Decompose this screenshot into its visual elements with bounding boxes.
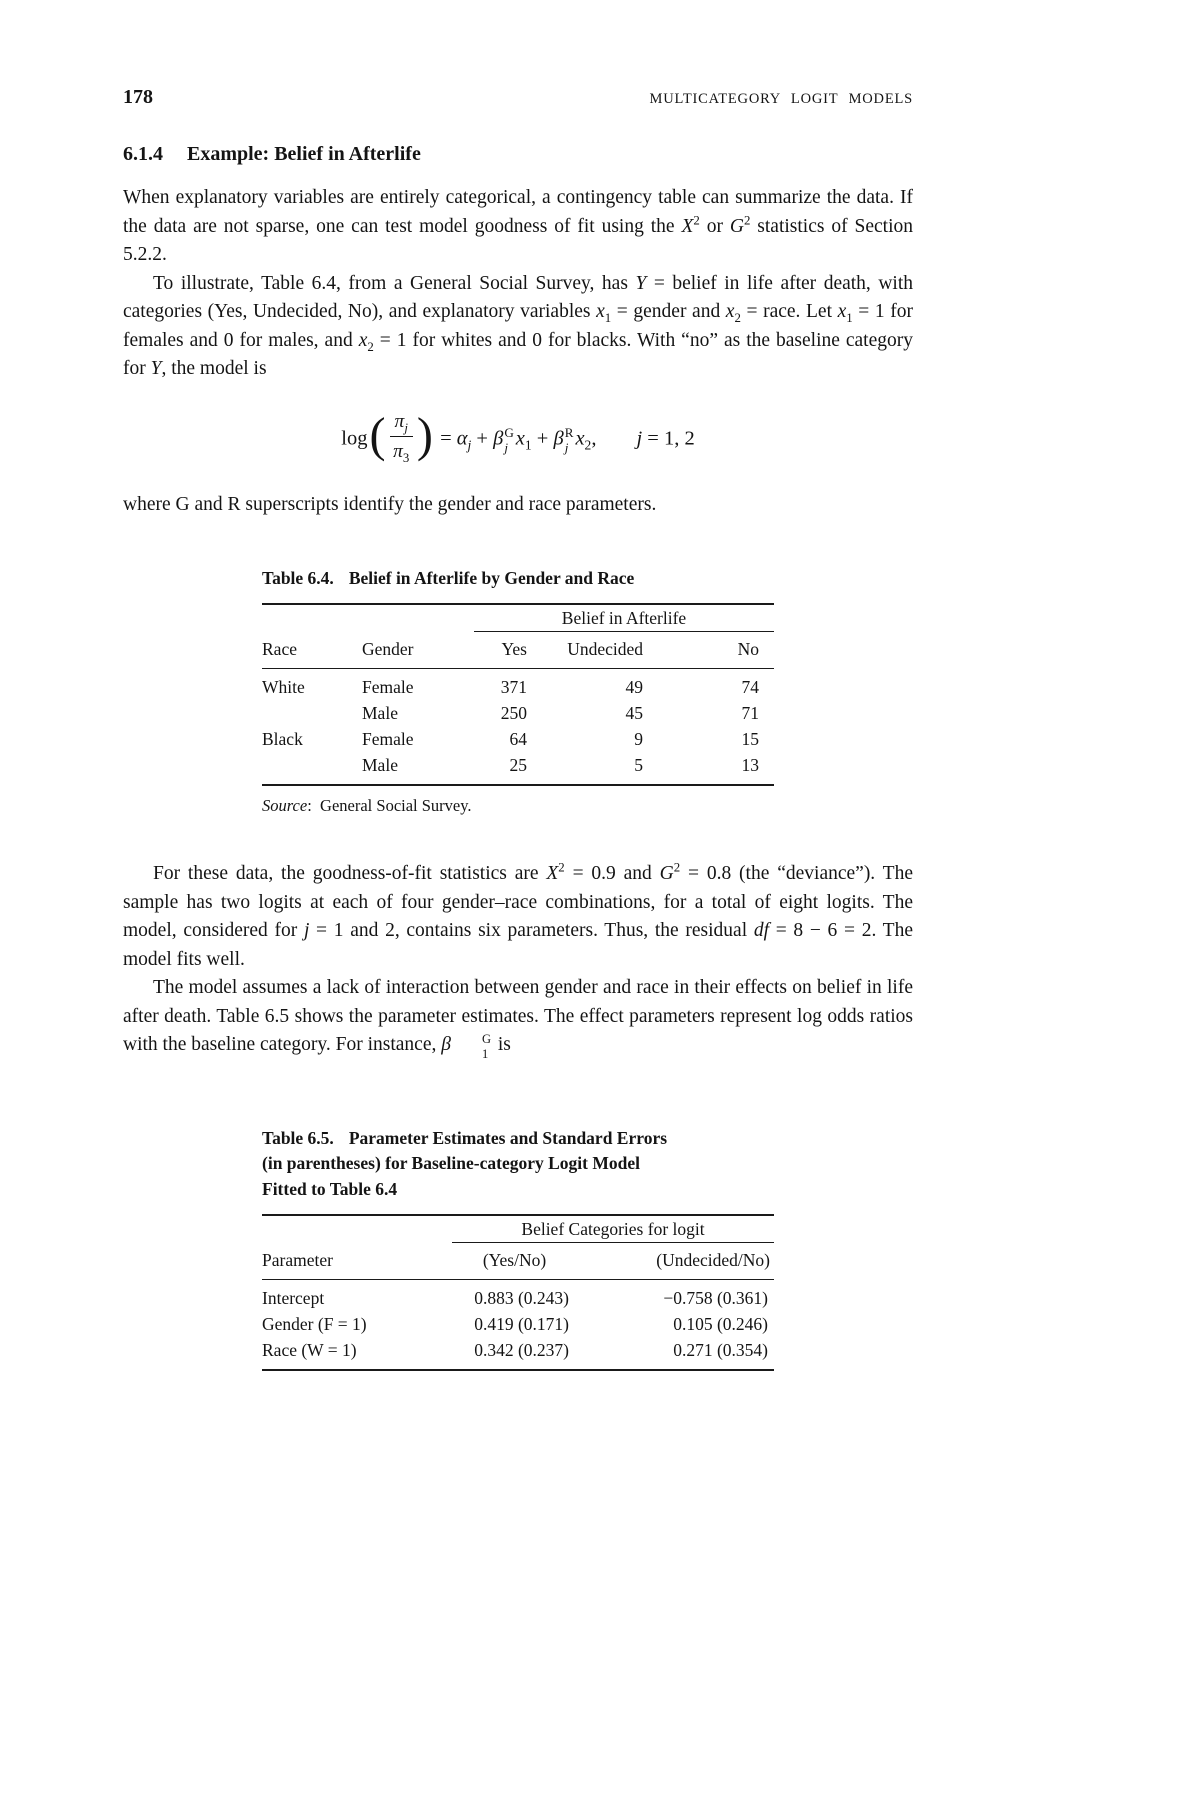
table-6-4-header-row: [262, 632, 774, 669]
table-6-4: [262, 603, 774, 786]
gender-cell: Female: [362, 677, 414, 698]
paragraph-where-superscripts: where G and R superscripts identify the gender and race parameters.: [123, 494, 657, 516]
yes-count-cell: 371: [500, 677, 527, 698]
table-6-5-head: [262, 1215, 774, 1280]
undecided-no-estimate-cell: 0.271 (0.354): [673, 1340, 768, 1361]
table-6-4-caption: [262, 566, 774, 592]
table-6-4-row: [262, 701, 774, 727]
column-header-undecided-no: (Undecided/No): [577, 1243, 774, 1280]
table-6-4-span-row: [262, 604, 774, 632]
table-6-5-body: [262, 1280, 774, 1371]
race-cell: Black: [262, 729, 303, 750]
column-header-no: No: [658, 632, 774, 669]
table-6-4-caption-title: Belief in Afterlife by Gender and Race: [348, 567, 635, 588]
column-header-yes-no: (Yes/No): [452, 1243, 577, 1280]
section-title: Example: Belief in Afterlife: [187, 143, 421, 165]
table-6-5-caption: [262, 1126, 774, 1203]
section-number: 6.1.4: [123, 143, 163, 165]
belief-in-afterlife-span-header: Belief in Afterlife: [474, 604, 774, 632]
table-6-5-caption-label: Table 6.5.: [262, 1127, 334, 1148]
table-6-5-caption-line-1: [262, 1126, 774, 1152]
discussion-text-block: [123, 860, 913, 1060]
paragraph-illustrate: To illustrate, Table 6.4, from a General Social Survey, has Y = belief in life after death, with categories (Yes, Undecided, No), and explanatory variables $x_1$ = gender and $x_2$ = race. Let $x_1 = 1$ for females and 0 for males, and $x_2 = 1$ for whites and 0 for blacks. With “no” as the baseline category for Y, the model is: [123, 272, 913, 379]
baseline-logit-equation: log( $\frac{\pi_j}{\pi_3}$ ) = $\alpha_j + \beta$ G j $x_1 + \beta$ R j $x_2$, j = 1, 2: [341, 409, 695, 465]
paragraph-categorical-intro: When explanatory variables are entirely categorical, a contingency table can summarize the data. If the data are not sparse, one can test model goodness of fit using the $X^2$ or $G^2$ statistics of Section 5.2.2.: [123, 187, 913, 265]
column-header-parameter: Parameter: [262, 1243, 452, 1280]
table-6-4-caption-label: Table 6.4.: [262, 567, 334, 588]
gender-cell: Male: [362, 703, 398, 724]
race-cell: [262, 753, 362, 786]
running-head-title: MULTICATEGORY LOGIT MODELS: [649, 91, 913, 107]
intro-text-block: [123, 184, 913, 520]
yes-count-cell: 64: [509, 729, 527, 750]
page-content: [123, 86, 913, 1371]
yes-count-cell: 25: [509, 755, 527, 776]
undecided-count-cell: 5: [634, 755, 643, 776]
parameter-cell: Intercept: [262, 1288, 325, 1309]
empty-cell: [262, 604, 474, 632]
table-6-4-body: [262, 669, 774, 786]
belief-categories-span-header: Belief Categories for logit: [452, 1215, 774, 1243]
undecided-count-cell: 45: [625, 703, 643, 724]
column-header-gender: Gender: [362, 632, 474, 669]
section-heading: [123, 143, 913, 166]
table-6-5-block: [262, 1126, 774, 1372]
yes-no-estimate-cell: 0.342 (0.237): [474, 1340, 569, 1361]
race-cell: [262, 701, 362, 727]
table-6-4-row: [262, 753, 774, 786]
column-header-race: Race: [262, 632, 362, 669]
table-6-5-row: [262, 1280, 774, 1312]
running-header: [123, 86, 913, 109]
page-number: 178: [123, 86, 153, 108]
undecided-no-estimate-cell: −0.758 (0.361): [663, 1288, 768, 1309]
table-6-4-block: [262, 566, 774, 817]
table-6-5-caption-title: Parameter Estimates and Standard Errors: [348, 1127, 668, 1148]
table-6-4-head: [262, 604, 774, 669]
parameter-cell: Race (W = 1): [262, 1340, 357, 1361]
race-cell: White: [262, 677, 305, 698]
table-6-5: [262, 1214, 774, 1371]
yes-count-cell: 250: [500, 703, 527, 724]
table-6-4-row: [262, 727, 774, 753]
gender-cell: Female: [362, 729, 414, 750]
no-count-cell: 15: [741, 729, 759, 750]
table-6-5-row: [262, 1338, 774, 1371]
yes-no-estimate-cell: 0.419 (0.171): [474, 1314, 569, 1335]
column-header-undecided: Undecided: [542, 632, 658, 669]
paragraph-no-interaction: The model assumes a lack of interaction between gender and race in their effects on belief in life after death. Table 6.5 shows the parameter estimates. The effect parameters represent log odds ratios with the baseline category. For instance, β G 1 is: [123, 977, 913, 1061]
undecided-count-cell: 9: [634, 729, 643, 750]
table-6-4-row: [262, 669, 774, 701]
paragraph-goodness-of-fit: For these data, the goodness-of-fit statistics are $X^2 = 0.9$ and $G^2 = 0.8$ (the “deviance”). The sample has two logits at each of four gender–race combinations, for a total of eight logits. The model, considered for j = 1 and 2, contains six parameters. Thus, the residual df = 8 − 6 = 2. The model fits well.: [123, 860, 913, 970]
table-6-5-span-row: [262, 1215, 774, 1243]
table-6-4-source-note: Source: General Social Survey.: [262, 796, 472, 816]
empty-cell: [262, 1215, 452, 1243]
table-6-5-row: [262, 1312, 774, 1338]
table-6-5-caption-line-3: Fitted to Table 6.4: [262, 1178, 398, 1199]
no-count-cell: 74: [741, 677, 759, 698]
yes-no-estimate-cell: 0.883 (0.243): [474, 1288, 569, 1309]
table-6-5-caption-line-2: (in parentheses) for Baseline-category Logit Model: [262, 1153, 640, 1174]
no-count-cell: 13: [741, 755, 759, 776]
undecided-no-estimate-cell: 0.105 (0.246): [673, 1314, 768, 1335]
gender-cell: Male: [362, 755, 398, 776]
parameter-cell: Gender (F = 1): [262, 1314, 367, 1335]
undecided-count-cell: 49: [625, 677, 643, 698]
column-header-yes: Yes: [474, 632, 542, 669]
no-count-cell: 71: [741, 703, 759, 724]
table-6-5-header-row: [262, 1243, 774, 1280]
